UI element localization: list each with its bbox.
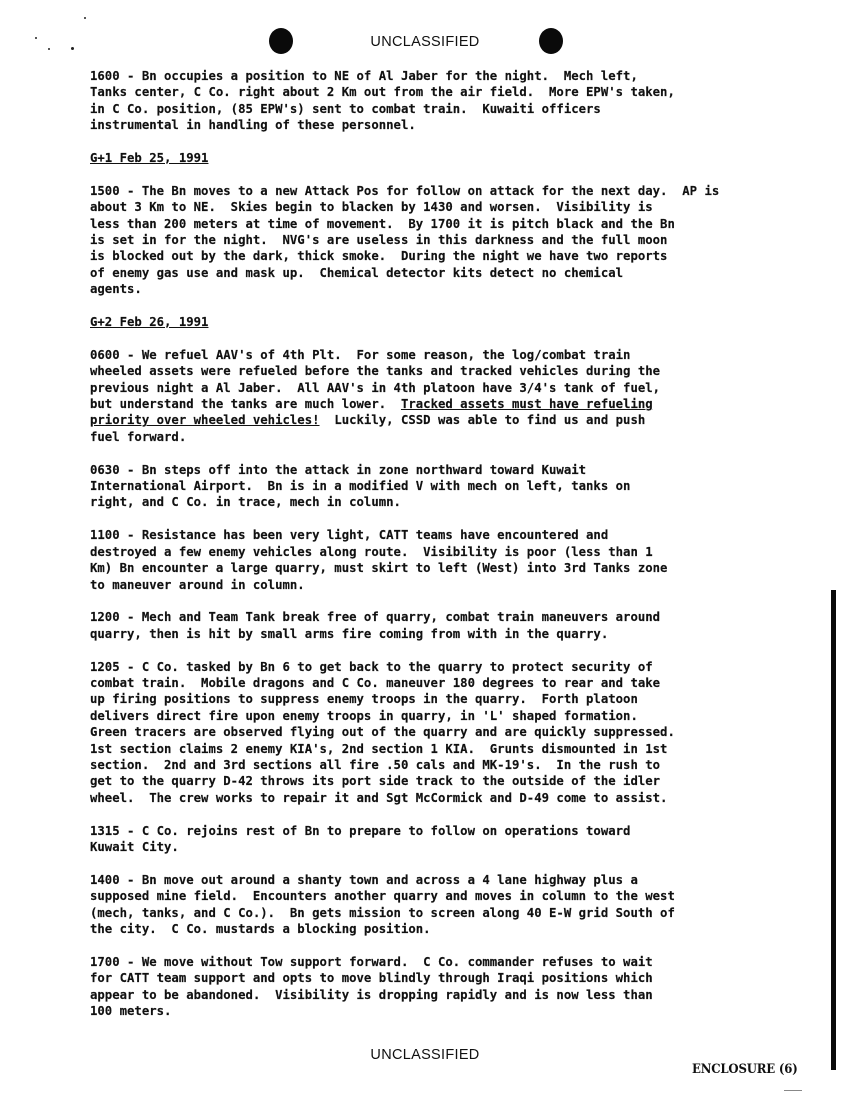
header-classification: UNCLASSIFIED bbox=[370, 34, 480, 50]
enclosure-label: ENCLOSURE (6) bbox=[692, 1062, 798, 1077]
entry-1400: 1400 - Bn move out around a shanty town and across a 4 lane highway plus a supposed mine field. Encounters another quarry and moves in column to the west (mech, tanks, and C Co.). Bn gets mission to screen along 40 E-W grid South of the city. C Co. mustards a blocking position. bbox=[90, 872, 675, 936]
scan-speck bbox=[84, 17, 86, 19]
emphasis-underline-1: Tracked assets must have refueling bbox=[400, 397, 653, 412]
entry-1315: 1315 - C Co. rejoins rest of Bn to prepare to follow on operations toward Kuwait City. bbox=[90, 823, 631, 854]
entry-1600-feb24: 1600 - Bn occupies a position to NE of Al Jaber for the night. Mech left, Tanks center, C Co. right about 2 Km out from the air field. More EPW's taken, in C Co. position, (85 EPW's) sent to combat train. Kuwaiti officers instrumental in handling of these personnel. bbox=[90, 69, 675, 133]
entry-0630: 0630 - Bn steps off into the attack in zone northward toward Kuwait International Airport. Bn is in a modified V with mech on left, tanks on right, and C Co. in trace, mech in column. bbox=[90, 462, 631, 510]
date-heading-g1: G+1 Feb 25, 1991 bbox=[90, 151, 209, 166]
entry-1500-feb25: 1500 - The Bn moves to a new Attack Pos for follow on attack for the next day. AP is about 3 Km to NE. Skies begin to blacken by 1430 and worsen. Visibility is less than 200 meters at time of movement. By 1700 it is pitch black and the Bn is set in for the night. NVG's are useless in this darkness and the full moon is blocked out by the dark, thick smoke. During the night we have two reports of enemy gas use and mask up. Chemical detector kits detect no chemical agents. bbox=[90, 183, 720, 297]
emphasis-underline-2: priority over wheeled vehicles! bbox=[90, 413, 320, 428]
entry-1700: 1700 - We move without Tow support forward. C Co. commander refuses to wait for CATT team support and opts to move blindly through Iraqi positions which appear to be abandoned. Visibility is dropping rapidly and is now less than 100 meters. bbox=[90, 954, 653, 1018]
footer-classification: UNCLASSIFIED bbox=[370, 1047, 480, 1063]
entry-1200: 1200 - Mech and Team Tank break free of quarry, combat train maneuvers around quarry, then is hit by small arms fire coming from with in the quarry. bbox=[90, 610, 661, 641]
document-body bbox=[90, 68, 830, 1036]
entry-0600-text-b: Luckily, CSSD was able to find us and push fuel forward. bbox=[90, 413, 646, 444]
footer-mark bbox=[784, 1090, 802, 1091]
revision-margin-bar bbox=[831, 590, 836, 1070]
date-heading-g2: G+2 Feb 26, 1991 bbox=[90, 315, 209, 330]
entry-1205: 1205 - C Co. tasked by Bn 6 to get back to the quarry to protect security of combat train. Mobile dragons and C Co. maneuver 180 degrees to rear and take up firing positions to suppress enemy troops in the quarry. Forth platoon delivers direct fire upon enemy troops in quarry, in 'L' shaped formation. Green tracers are observed flying out of the quarry and are quickly suppressed. 1st section claims 2 enemy KIA's, 2nd section 1 KIA. Grunts dismounted in 1st section. 2nd and 3rd sections all fire .50 cals and MK-19's. In the rush to get to the quarry D-42 throws its port side track to the outside of the idler wheel. The crew works to repair it and Sgt McCormick and D-49 come to assist. bbox=[90, 659, 675, 805]
entry-0600-text-a: 0600 - We refuel AAV's of 4th Plt. For some reason, the log/combat train wheeled assets were refueled before the tanks and tracked vehicles during the previous night a Al Jaber. All AAV's in 4th platoon have 3/4's tank of fuel, but understand the tanks are much lower. bbox=[90, 347, 661, 412]
entry-0600-feb26 bbox=[90, 347, 830, 445]
entry-1100: 1100 - Resistance has been very light, CATT teams have encountered and destroyed a few enemy vehicles along route. Visibility is poor (less than 1 Km) Bn encounter a large quarry, must skirt to left (West) into 3rd Tanks zone to maneuver around in column. bbox=[90, 528, 668, 592]
